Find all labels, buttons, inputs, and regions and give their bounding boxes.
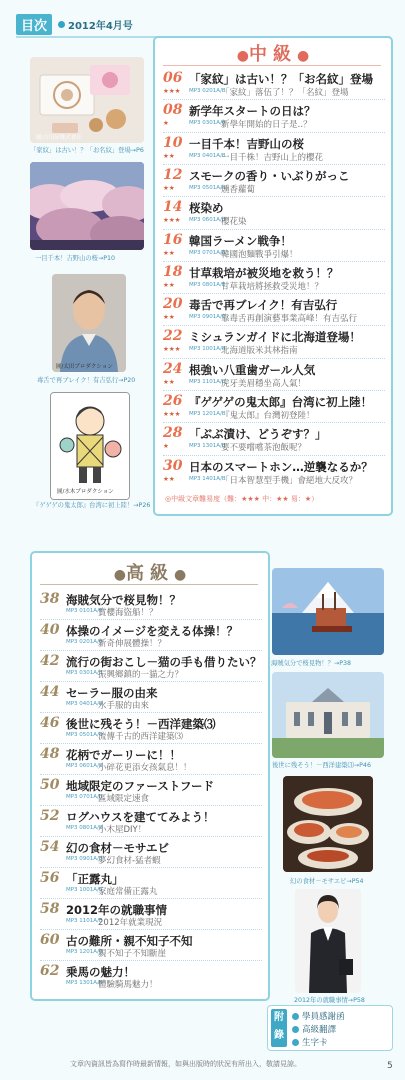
page-ref: 48	[40, 746, 60, 762]
appendix-item-label: 學員感謝函	[302, 1012, 345, 1022]
article-title: 新学年スタートの日は？	[189, 104, 316, 119]
intermediate-title-text: 中級	[249, 44, 297, 65]
article-subtitle: 2012年就業現況	[98, 918, 163, 928]
article-title: 後世に残そう！－西洋建築⑶	[66, 717, 216, 731]
caption-pirate-ship: 海賊気分で桜見物！？→P38	[271, 660, 352, 667]
caption-family-crest: 「家紋」は古い！？「お名紋」登場→P6	[30, 147, 144, 154]
article-subtitle: 家庭常備正露丸	[98, 887, 158, 897]
article-title: 根強い八重歯ガール人気	[189, 362, 316, 377]
page-ref: 46	[40, 715, 60, 731]
bullet-icon	[58, 21, 65, 28]
difficulty-legend: ◎中級文章難易度（難：★★★ 中：★★ 易：★）	[165, 495, 319, 503]
article-subtitle: 一目千株！吉野山上的櫻花	[221, 152, 324, 163]
mp3-track: MP3 1301A/B	[189, 443, 226, 450]
cherry-blossom-illustration	[30, 162, 144, 250]
item-separator	[163, 261, 385, 262]
item-separator	[40, 774, 262, 775]
article-title: 甘草栽培が被災地を救う！？	[189, 265, 339, 280]
article-subtitle: 「日本智慧型手機」會絕地大反攻？	[221, 475, 358, 486]
article-subtitle: 要不要嚐嚐茶泡飯呢？	[221, 443, 307, 454]
article-title: 『ゲゲゲの鬼太郎』台湾に初上陸！	[189, 395, 373, 409]
article-subtitle: 北海道版米其林指南	[221, 346, 298, 357]
mp3-track: MP3 1001A/B	[66, 887, 103, 893]
item-separator	[163, 164, 385, 165]
intermediate-title: ●中級●	[236, 44, 310, 65]
western-building-photo	[272, 672, 384, 758]
item-separator	[163, 229, 385, 230]
pirate-ship-illustration	[272, 568, 384, 655]
page-ref: 26	[163, 393, 183, 409]
advanced-section	[30, 551, 270, 1001]
family-crest-photo	[30, 57, 144, 143]
item-separator	[40, 898, 262, 899]
mp3-track: MP3 0701A/B	[66, 794, 103, 800]
article-title: 幻の食材－モサエビ	[66, 841, 170, 855]
advanced-title-text: 高級	[126, 563, 174, 584]
article-subtitle: 櫻花染	[221, 217, 247, 228]
mp3-track: MP3 0501A/B	[189, 184, 226, 191]
appendix-item[interactable]	[292, 1010, 345, 1022]
appendix-label: 附錄	[271, 1009, 287, 1047]
article-subtitle: 賞櫻海盜船！？	[98, 608, 158, 618]
page-ref: 52	[40, 808, 60, 824]
section-divider	[163, 65, 381, 66]
portrait-illustration	[52, 274, 126, 372]
article-title: セーラー服の由来	[66, 686, 158, 700]
page-ref: 50	[40, 777, 60, 793]
article-title: ログハウスを建ててみよう！	[66, 810, 215, 824]
caption-western-building: 後世に残そう！－西洋建築⑶→P46	[272, 762, 371, 769]
article-subtitle: 新學年開始的日子是‥？	[221, 120, 312, 131]
page-number: 5	[387, 1061, 393, 1071]
mp3-track: MP3 1001A/B	[189, 346, 226, 353]
bullet-icon	[292, 1039, 299, 1046]
article-subtitle: 水手服的由來	[98, 701, 150, 711]
mp3-track: MP3 0401A/B	[66, 701, 103, 707]
page-ref: 60	[40, 932, 60, 948]
bullet-icon	[292, 1013, 299, 1020]
article-title: ミシュランガイドに北海道登場！	[189, 330, 361, 345]
article-subtitle: 『鬼太郎』台灣初登陸！	[221, 411, 315, 421]
mp3-track: MP3 0101A/B	[66, 608, 103, 614]
article-title: 毒舌で再ブレイク！有吉弘行	[189, 298, 338, 313]
difficulty-stars: ★★	[163, 377, 175, 386]
page-ref: 20	[163, 296, 183, 313]
article-subtitle: 「家紋」落伍了！？「名紋」登場	[221, 88, 349, 98]
article-title: 「家紋」は古い！？「お名紋」登場	[189, 72, 373, 86]
issue-date: 2012年4月号	[68, 20, 133, 32]
toc-label: 目次	[16, 14, 52, 35]
page-ref: 10	[163, 134, 183, 151]
article-subtitle: 甘草栽培將拯救受災地！？	[221, 281, 324, 292]
page-ref: 24	[163, 360, 183, 377]
shrimp-dish-illustration	[283, 776, 373, 872]
difficulty-stars: ★	[163, 119, 169, 128]
page-ref: 28	[163, 425, 183, 442]
page-ref: 62	[40, 963, 60, 979]
appendix-item-label: 生字卡	[302, 1038, 328, 1048]
page-ref: 08	[163, 102, 183, 119]
page-ref: 22	[163, 328, 183, 345]
page-ref: 06	[163, 70, 183, 86]
page-ref: 12	[163, 166, 183, 183]
appendix-item[interactable]	[292, 1023, 336, 1035]
mp3-track: MP3 0801A/B	[66, 825, 103, 831]
item-separator	[163, 132, 385, 133]
item-separator	[40, 960, 262, 961]
mp3-track: MP3 1201A/B	[66, 949, 103, 955]
mp3-track: MP3 0301A/B	[189, 120, 226, 127]
mp3-track: MP3 0201A/B	[189, 88, 226, 94]
article-title: 「ぶぶ漬け、どうぞす？」	[189, 427, 327, 442]
difficulty-stars: ★★	[163, 313, 175, 322]
difficulty-stars: ★★★	[163, 345, 181, 354]
item-separator	[40, 805, 262, 806]
article-title: 一目千本！吉野山の桜	[189, 136, 304, 151]
mp3-track: MP3 0901A/B	[66, 856, 103, 862]
item-separator	[40, 650, 262, 651]
mp3-track: MP3 1101A/B	[189, 378, 226, 385]
photo-credit: 圖/太田プロダクション	[56, 364, 113, 370]
article-title: 流行の街おこし－猫の手も借りたい？	[66, 655, 262, 669]
page-ref: 56	[40, 870, 60, 886]
article-subtitle: 體驗騎馬魅力！	[98, 980, 158, 990]
caption-job-hunting: 2012年の就職事情→P58	[294, 997, 365, 1004]
item-separator	[163, 293, 385, 294]
article-title: 韓国ラーメン戦争！	[189, 233, 292, 248]
article-subtitle: 新奇伸展體操！？	[98, 639, 167, 649]
pirate-ship-photo	[272, 568, 384, 655]
article-title: 花柄でガーリーに！！	[66, 748, 181, 762]
article-title: 桜染め	[189, 201, 224, 216]
photo-credit: 圖/水木プロダクション	[57, 489, 114, 495]
difficulty-stars: ★★	[163, 474, 175, 483]
article-title: 「正露丸」	[66, 872, 124, 886]
difficulty-stars: ★	[163, 442, 169, 451]
article-title: 体操のイメージを変える体操！？	[66, 624, 239, 638]
item-separator	[40, 743, 262, 744]
mp3-track: MP3 0701A/B	[189, 249, 226, 256]
mp3-track: MP3 1301A/B	[66, 980, 103, 986]
item-separator	[40, 681, 262, 682]
item-separator	[163, 325, 385, 326]
mp3-track: MP3 0201A/B	[66, 639, 103, 645]
item-separator	[163, 99, 385, 100]
page-ref: 40	[40, 622, 60, 638]
article-title: 古の難所・親不知子不知	[66, 934, 193, 948]
bullet-icon	[292, 1026, 299, 1033]
caption-kitaro: 『ゲゲゲの鬼太郎』台湾に初上陸！→P26	[33, 502, 151, 509]
appendix-item[interactable]	[292, 1036, 328, 1048]
page-ref: 44	[40, 684, 60, 700]
photo-credit: 圖/吉田屋株式會社	[36, 135, 82, 141]
article-subtitle: 流傳千古的西洋建築⑶	[98, 732, 184, 742]
item-separator	[40, 836, 262, 837]
difficulty-stars: ★★★	[163, 216, 181, 225]
toc-header	[16, 14, 133, 34]
item-separator	[163, 390, 385, 391]
mp3-track: MP3 0401A/B	[189, 152, 226, 159]
mp3-track: MP3 0601A/B	[189, 217, 226, 224]
article-title: 乗馬の魅力！	[66, 965, 135, 979]
page-ref: 42	[40, 653, 60, 669]
mp3-track: MP3 0301A/B	[66, 670, 103, 676]
article-subtitle: 親不知子不知斷崖	[98, 949, 167, 959]
article-title: スモークの香り・いぶりがっこ	[189, 168, 350, 183]
item-separator	[40, 619, 262, 620]
mp3-track: MP3 0901A/B	[189, 314, 226, 321]
article-title: 日本のスマートホン…逆襲なるか？	[189, 459, 373, 474]
item-separator	[163, 422, 385, 423]
difficulty-stars: ★★★	[163, 410, 181, 418]
mp3-track: MP3 0601A/B	[66, 763, 103, 769]
businesswoman-illustration	[295, 889, 361, 993]
item-separator	[40, 929, 262, 930]
article-subtitle: 區域限定速食	[98, 794, 150, 804]
difficulty-stars: ★★	[163, 183, 175, 192]
article-subtitle: 燻香蘿蔔	[221, 184, 256, 195]
page-ref: 14	[163, 199, 183, 216]
mp3-track: MP3 0801A/B	[189, 281, 226, 288]
building-illustration	[272, 672, 384, 758]
item-separator	[163, 358, 385, 359]
yoshino-sakura-photo	[30, 162, 144, 250]
page-ref: 30	[163, 457, 183, 474]
page-ref: 18	[163, 263, 183, 280]
mp3-track: MP3 0501A/B	[66, 732, 103, 738]
mp3-track: MP3 1201A/B	[189, 411, 226, 417]
article-title: 2012年の就職事情	[66, 903, 168, 917]
article-subtitle: 小木屋DIY！	[98, 825, 147, 835]
page-ref: 54	[40, 839, 60, 855]
mosa-shrimp-photo	[283, 776, 373, 872]
article-title: 地域限定のファーストフード	[66, 779, 215, 793]
caption-ariyoshi: 毒舌で再ブレイク！有吉弘行→P20	[37, 377, 136, 384]
footer-note: 文章內資訊皆為寫作時最新情報，如與出版時的狀況有所出入，敬請見諒。	[70, 1060, 301, 1068]
article-subtitle: 靠毒舌再創演藝事業高峰！有吉弘行	[221, 314, 358, 325]
job-hunting-photo	[295, 889, 361, 993]
mp3-track: MP3 1101A/B	[66, 918, 103, 924]
page-ref: 58	[40, 901, 60, 917]
article-subtitle: 虎牙美眉穩坐高人氣！	[221, 378, 307, 389]
difficulty-stars: ★★	[163, 151, 175, 160]
article-subtitle: 振興鄉鎮的一貓之力？	[98, 670, 184, 680]
difficulty-stars: ★★	[163, 280, 175, 289]
article-subtitle: 韓國泡麵戰爭引爆！	[221, 249, 298, 260]
caption-yoshino: 一目千本！吉野山の桜→P10	[35, 255, 116, 262]
intermediate-section	[153, 36, 393, 516]
appendix-box	[267, 1005, 393, 1051]
family-crest-illustration	[30, 57, 144, 143]
kitaro-drawing	[51, 393, 129, 499]
advanced-title: ●高級●	[113, 563, 187, 584]
section-divider	[40, 584, 258, 585]
item-separator	[40, 867, 262, 868]
ariyoshi-portrait-photo	[52, 274, 126, 372]
item-separator	[40, 712, 262, 713]
item-separator	[163, 455, 385, 456]
article-title: 海賊気分で桜見物！？	[66, 593, 181, 607]
difficulty-stars: ★★	[163, 248, 175, 257]
mp3-track: MP3 1401A/B	[189, 475, 226, 482]
article-subtitle: 小碎花更添女孩氣息！！	[98, 763, 192, 773]
page-ref: 38	[40, 591, 60, 607]
difficulty-stars: ★★★	[163, 87, 181, 95]
appendix-item-label: 高級翻譯	[302, 1025, 337, 1035]
caption-mosa-shrimp: 幻の食材－モサエビ→P54	[290, 878, 364, 885]
page-ref: 16	[163, 231, 183, 248]
article-subtitle: 夢幻食材-猛者蝦	[98, 856, 161, 866]
item-separator	[163, 196, 385, 197]
kitaro-illustration	[50, 392, 130, 500]
